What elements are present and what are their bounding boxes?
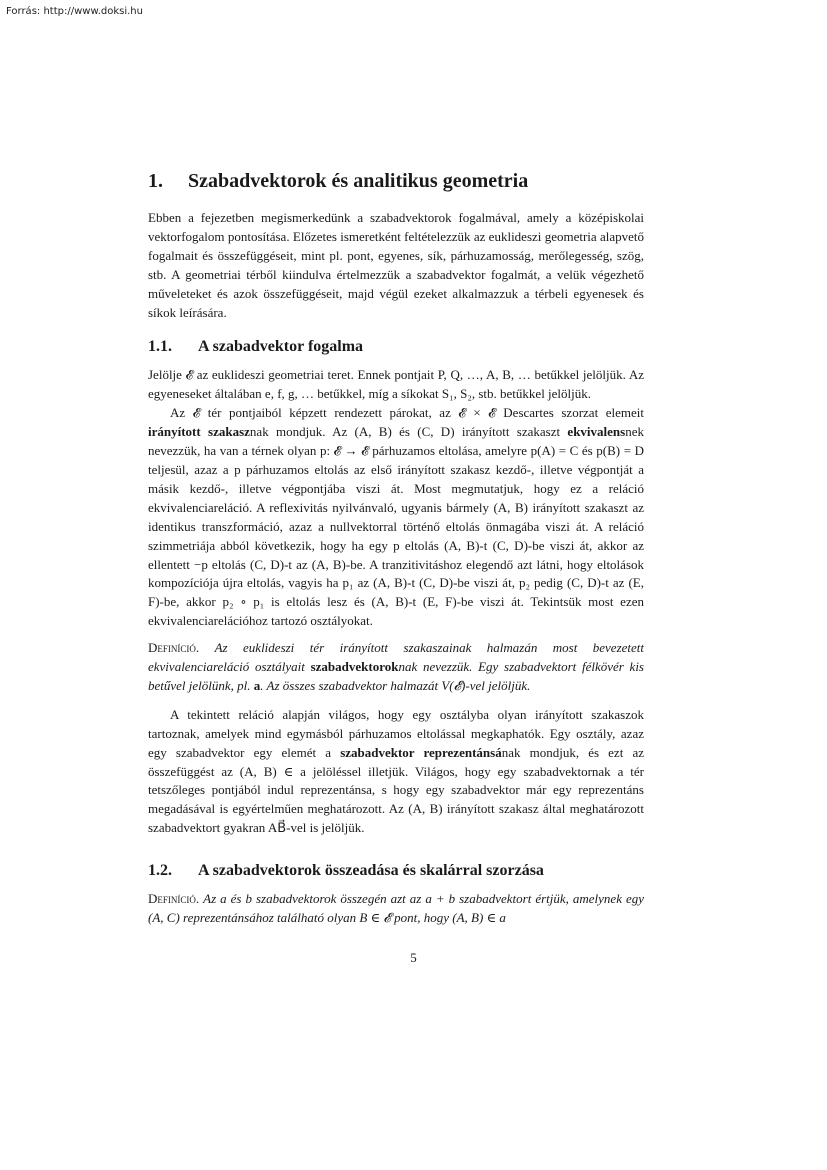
paragraph-equivalence [148,404,644,631]
definition-label: Definíció. [148,891,200,907]
term-free-vectors: szabadvektorok [310,659,399,675]
term-equivalent: ekvivalens [567,424,626,440]
symbol-a: a [253,677,261,693]
page-content [148,170,644,938]
text-run: Az 𝓔 tér pontjaiból képzett rendezett párokat, az 𝓔 × 𝓔 Descartes szorzat elemeit [170,405,644,421]
source-watermark: Forrás: http://www.doksi.hu [6,6,143,17]
section-heading-2 [148,862,644,880]
text-run: nak nevezzük. Egy szabadvektort félkövér kis betűvel jelölünk, pl. [148,659,644,693]
chapter-intro: Ebben a fejezetben megismerkedünk a szabadvektorok fogalmával, amely a középiskolai vektorfogalom pontosítása. Előzetes ismeretként feltételezzük az euklideszi geometria alapvető fogalmait és összefüggéseit, mint pl. pont, egyenes, sík, párhuzamosság, merőlegesség, szög, stb. A geometriai térből kiindulva értelmezzük a szabadvektor fogalmát, a velük végezhető műveleteket és azok összefüggéseit, majd végül ezeket alkalmazzuk a térbeli egyenesek és síkok leírására. [148,210,644,320]
text-run: Az euklideszi tér irányított szakaszainak halmazán most bevezetett ekvivalenciareláció osztályait [148,640,645,675]
chapter-title [148,170,644,193]
section-number: 1.1. [148,338,172,356]
section-number: 1.2. [148,862,172,880]
chapter-title-text: Szabadvektorok és analitikus geometria [188,170,529,192]
text-run: . Az összes szabadvektor halmazát V(𝓔)-vel jelöljük. [260,677,531,693]
chapter-number: 1. [148,170,163,192]
paragraph-notation: Jelölje 𝓔 az euklideszi geometriai teret. Ennek pontjait P, Q, …, A, B, … betűkkel jelöljük. Az egyeneseket általában e, f, g, … betűkkel, míg a síkokat S₁, S₂, stb. betűkkel jelöljük. [148,367,644,402]
page-number: 5 [410,950,417,965]
definition-text: Az a és b szabadvektorok összegén azt az a + b szabadvektort értjük, amelynek egy (A, C) reprezentánsához található olyan B ∈ 𝓔 pont, hogy (A, B) ∈ a [148,891,645,926]
definition-free-vector [148,639,644,696]
paragraph-representative [148,706,644,838]
text-run: nek nevezzük, ha van a térnek olyan p: 𝓔 → 𝓔 párhuzamos eltolása, amelyre p(A) = C és p(B) = D teljesül, azaz a p párhuzamos eltolás az első irányított szakasz kezdő-, illetve végpontját a másik kezdő-, illetve végpontjába viszi át. Most megmutatjuk, hogy ez a reláció ekvivalenciareláció. A reflexivitás nyilvánvaló, ugyanis bármely (A, B) irányított szakaszt az identikus transzformáció, azaz a nullvektorral történő eltolás önmagába viszi át. A reláció szimmetriája abból következik, hogy ha egy p eltolás (A, B)-t (C, D)-be viszi át, akkor az ellentett −p eltolás (C, D)-t az (A, B)-be. A tranzitivitáshoz elegendő azt látni, hogy eltolások kompozíciója újra eltolás, vagyis ha p₁ az (A, B)-t (C, D)-be viszi át, p₂ pedig (C, D)-t az (E, F)-be, akkor p₂ ∘ p₁ is eltolás lesz és (A, B)-t (E, F)-be viszi át. Tekintsük most ezen ekvivalenciarelációhoz tartozó osztályokat. [148,424,644,629]
section-heading-1 [148,338,644,356]
text-run: nak mondjuk. Az (A, B) és (C, D) irányított szakaszt [249,424,568,440]
section-title: A szabadvektorok összeadása és skalárral szorzása [198,862,544,880]
term-directed-segment: irányított szakasz [148,424,250,440]
definition-label: Definíció. [148,640,200,656]
text-run: nak mondjuk, és ezt az összefüggést az (A, B) ∈ a jelöléssel illetjük. Világos, hogy egy szabadvektornak a tér tetszőleges pontjából indul reprezentánsa, s hogy egy szabadvektor már egy reprezentáns megadásával is egyértelműen meghatározott. Az (A, B) irányított szakasz által meghatározott szabadvektort gyakran AB⃗-vel is jelöljük. [148,744,644,836]
text-run: A tekintett reláció alapján világos, hogy egy osztályba olyan irányított szakaszok tartoznak, amelyek mind egymásból párhuzamos eltolással megkaphatók. Egy osztály, azaz egy szabadvektor egy elemét a [148,706,644,760]
definition-sum [148,890,644,928]
section-title: A szabadvektor fogalma [198,338,364,356]
term-representative: szabadvektor reprezentánsá [340,744,502,760]
